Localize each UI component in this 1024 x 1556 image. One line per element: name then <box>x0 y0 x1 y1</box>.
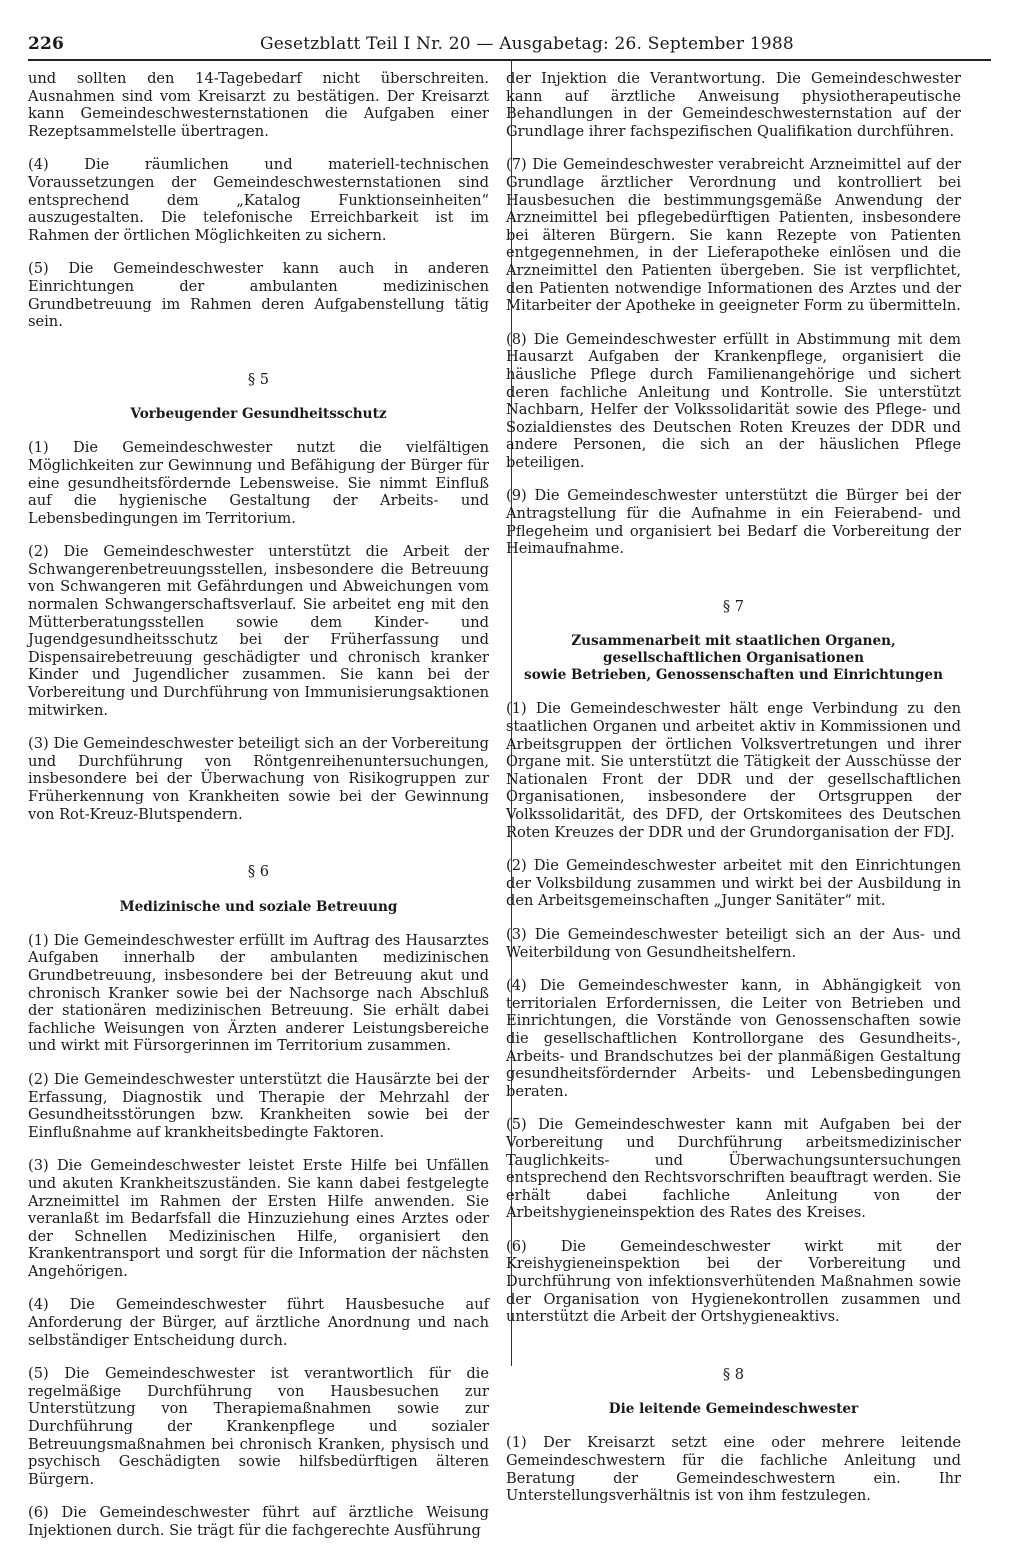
paragraph: (3) Die Gemeindeschwester leistet Erste Hilfe bei Unfällen und akuten Krankheitszuständen. Sie kann dabei festgelegte Arzneimittel im Rahmen der Ersten Hilfe anwenden. Sie veranlaßt im Bedarfsfall die Hinzuziehung eines Arztes oder der Schnellen Medizinischen Hilfe, organisiert den Krankentransport und sorgt für die Information der nächsten Angehörigen. <box>28 1157 489 1280</box>
paragraph: (4) Die räumlichen und materiell-technischen Voraussetzungen der Gemeindeschwesternstationen sind entsprechend dem „Katalog Funktionseinheiten“ auszugestalten. Die telefonische Erreichbarkeit ist im Rahmen der örtlichen Möglichkeiten zu sichern. <box>28 156 489 244</box>
paragraph: (2) Die Gemeindeschwester arbeitet mit den Einrichtungen der Volksbildung zusammen und wirkt bei der Ausbildung in den Arbeitsgemeinschaften „Junger Sanitäter“ mit. <box>506 857 961 910</box>
paragraph: (3) Die Gemeindeschwester beteiligt sich an der Aus- und Weiterbildung von Gesundheitshelfern. <box>506 925 961 961</box>
page-header <box>28 32 988 60</box>
section-title: Medizinische und soziale Betreuung <box>119 898 398 915</box>
section-number: § 8 <box>722 1365 745 1383</box>
paragraph: (6) Die Gemeindeschwester wirkt mit der Kreishygieneinspektion bei der Vorbereitung und Durchführung von infektionsverhütenden Maßnahmen sowie der Organisation von Hygienekontrollen zusammen und unterstützt die Arbeit der Ortshygieneaktivs. <box>506 1237 961 1326</box>
section-number: § 6 <box>247 863 270 881</box>
paragraph: (1) Die Gemeindeschwester hält enge Verbindung zu den staatlichen Organen und arbeitet aktiv in Kommissionen und Arbeitsgruppen der örtlichen Volksvertretungen und ihrer Organe mit. Sie unterstützt die Tätigkeit der Ausschüsse der Nationalen Front der DDR und der gesellschaftlichen Organisationen, insbesondere der Ortsgruppen der Volkssolidarität, des DFD, der Ortskomitees des Deutschen Roten Kreuzes der DDR und der Grundorganisation der FDJ. <box>506 700 961 841</box>
paragraph: (4) Die Gemeindeschwester kann, in Abhängigkeit von territorialen Erfordernissen, die Leiter von Betrieben und Einrichtungen, die Vorstände von Genossenschaften sowie die gesellschaftlichen Kontrollorgane des Gesundheits-, Arbeits- und Brandschutzes bei der planmäßigen Gestaltung gesundheitsfördernder Arbeits- und Lebensbedingungen beraten. <box>506 977 961 1100</box>
section-heading <box>506 598 961 685</box>
paragraph: (8) Die Gemeindeschwester erfüllt in Abstimmung mit dem Hausarzt Aufgaben der Krankenpflege, organisiert die häusliche Pflege durch Familienangehörige und sichert deren fachliche Anleitung und Kontrolle. Sie unterstützt Nachbarn, Helfer der Volkssolidarität sowie des Pflege- und Sozialdienstes des Deutschen Roten Kreuzes der DDR und andere Personen, die sich an der häuslichen Pflege beteiligen. <box>506 330 961 471</box>
right-column <box>506 70 961 1521</box>
section-title: Vorbeugender Gesundheitsschutz <box>130 406 387 423</box>
section-heading <box>506 1366 961 1419</box>
section-title-line: Zusammenarbeit mit staatlichen Organen, <box>571 633 896 650</box>
section-title-line: gesellschaftlichen Organisationen <box>602 650 865 667</box>
section-number: § 5 <box>247 370 270 388</box>
paragraph: (5) Die Gemeindeschwester kann auch in anderen Einrichtungen der ambulanten medizinischen Grundbetreuung im Rahmen deren Aufgabenstellung tätig sein. <box>28 260 489 331</box>
section-heading <box>28 863 489 916</box>
paragraph: (4) Die Gemeindeschwester führt Hausbesuche auf Anforderung der Bürger, auf ärztliche Anordnung und nach selbständiger Entscheidung durch. <box>28 1296 489 1349</box>
section-title: Die leitende Gemeindeschwester <box>608 1401 859 1418</box>
section-title-line: sowie Betrieben, Genossenschaften und Einrichtungen <box>524 667 943 684</box>
paragraph: (1) Der Kreisarzt setzt eine oder mehrere leitende Gemeindeschwestern für die fachliche Anleitung und Beratung der Gemeindeschwestern ein. Ihr Unterstellungsverhältnis ist von ihm festzulegen. <box>506 1434 961 1505</box>
paragraph: (1) Die Gemeindeschwester erfüllt im Auftrag des Hausarztes Aufgaben innerhalb der ambulanten medizinischen Grundbetreuung, insbesondere bei der Betreuung akut und chronisch Kranker sowie bei der Nachsorge nach Abschluß der stationären medizinischen Betreuung. Sie erhält dabei fachliche Weisungen von Ärzten anderer Leistungsbereiche und wirkt mit Fürsorgerinnen im Territorium zusammen. <box>28 931 489 1055</box>
paragraph: (2) Die Gemeindeschwester unterstützt die Arbeit der Schwangerenbetreuungsstellen, insbesondere die Betreuung von Schwangeren mit Gefährdungen und Abweichungen vom normalen Schwangerschaftsverlauf. Sie arbeitet eng mit den Mütterberatungsstellen sowie dem Kinder- und Jugendgesundheitsschutz bei der Früherfassung und Dispensairebetreuung geschädigter und chronisch kranker Kinder und Jugendlicher zusammen. Sie kann bei der Vorbereitung und Durchführung von Immunisierungsaktionen mitwirken. <box>28 543 489 719</box>
paragraph: der Injektion die Verantwortung. Die Gemeindeschwester kann auf ärztliche Anweisung physiotherapeutische Behandlungen in der Gemeindeschwesternstation auf der Grundlage ihrer fachspezifischen Qualifikation durchführen. <box>506 70 961 140</box>
paragraph: und sollten den 14-Tagebedarf nicht überschreiten. Ausnahmen sind vom Kreisarzt zu bestätigen. Der Kreisarzt kann Gemeindeschwesternstationen die Aufgaben einer Rezeptsammelstelle übertragen. <box>28 70 489 140</box>
section-number: § 7 <box>722 597 745 615</box>
paragraph: (5) Die Gemeindeschwester ist verantwortlich für die regelmäßige Durchführung von Hausbesuchen zur Unterstützung von Therapiemaßnahmen sowie zur Durchführung der Krankenpflege und sozialer Betreuungsmaßnahmen bei chronisch Kranken, physisch und psychisch Geschädigten sowie hilfsbedürftigen älteren Bürgern. <box>28 1365 489 1488</box>
paragraph: (1) Die Gemeindeschwester nutzt die vielfältigen Möglichkeiten zur Gewinnung und Befähigung der Bürger für eine gesundheitsfördernde Lebensweise. Sie nimmt Einfluß auf die hygienische Gestaltung der Arbeits- und Lebensbedingungen im Territorium. <box>28 439 489 527</box>
left-column <box>28 70 489 1556</box>
header-rule <box>28 59 991 61</box>
paragraph: (2) Die Gemeindeschwester unterstützt die Hausärzte bei der Erfassung, Diagnostik und Therapie der Mehrzahl der Gesundheitsstörungen bzw. Krankheiten sowie bei der Einflußnahme auf krankheitsbedingte Faktoren. <box>28 1070 489 1141</box>
paragraph: (7) Die Gemeindeschwester verabreicht Arzneimittel auf der Grundlage ärztlicher Verordnung und kontrolliert bei Hausbesuchen die bestimmungsgemäße Anwendung der Arzneimittel bei pflegebedürftigen Patienten, insbesondere bei älteren Bürgern. Sie kann Rezepte von Patienten entgegennehmen, in der Lieferapotheke einlösen und die Arzneimittel den Patienten übergeben. Sie ist verpflichtet, den Patienten notwendige Informationen des Arztes und der Mitarbeiter der Apotheke in geeigneter Form zu übermitteln. <box>506 156 961 315</box>
paragraph: (6) Die Gemeindeschwester führt auf ärztliche Weisung Injektionen durch. Sie trägt für die fachgerechte Ausführung <box>28 1504 489 1539</box>
paragraph: (5) Die Gemeindeschwester kann mit Aufgaben bei der Vorbereitung und Durchführung arbeitsmedizinischer Tauglichkeits- und Überwachungsuntersuchungen entsprechend den Rechtsvorschriften beauftragt werden. Sie erhält dabei fachliche Anleitung von der Arbeitshygieneinspektion des Rates des Kreises. <box>506 1116 961 1222</box>
page-number: 226 <box>28 34 65 54</box>
section-heading <box>28 371 489 424</box>
paragraph: (3) Die Gemeindeschwester beteiligt sich an der Vorbereitung und Durchführung von Röntgenreihenuntersuchungen, insbesondere bei der Überwachung von Risikogruppen zur Früherkennung von Krankheiten sowie bei der Gewinnung von Rot-Kreuz-Blutspendern. <box>28 735 489 823</box>
paragraph: (9) Die Gemeindeschwester unterstützt die Bürger bei der Antragstellung für die Aufnahme in ein Feierabend- und Pflegeheim und organisiert bei Bedarf die Vorbereitung der Heimaufnahme. <box>506 487 961 558</box>
gazette-title: Gesetzblatt Teil I Nr. 20 — Ausgabetag: 26. September 1988 <box>260 34 794 54</box>
